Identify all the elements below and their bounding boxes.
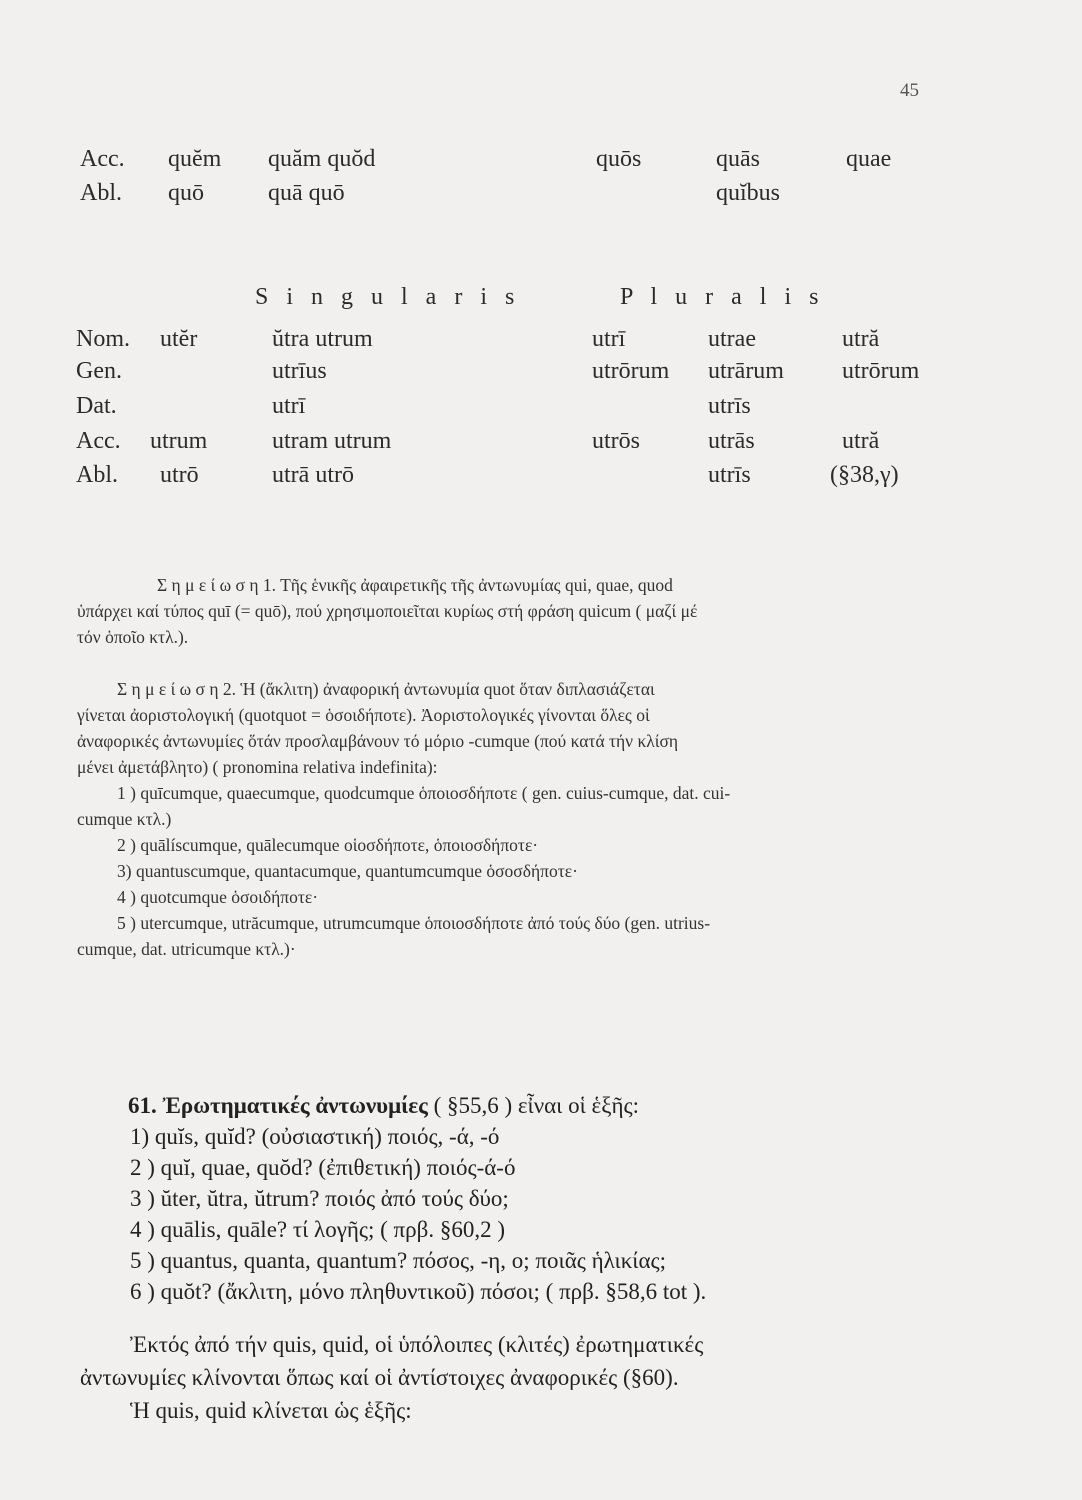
section-heading: 61. Ἐρωτηματικές ἀντωνυμίες	[128, 1093, 428, 1118]
singular-fem-neut: utrīus	[272, 358, 327, 384]
singular-masculine: utrō	[160, 462, 199, 488]
plural-feminine: utrīs	[708, 393, 751, 419]
section-heading-rest: ( §55,6 ) εἶναι οἱ ἑξῆς:	[427, 1093, 639, 1118]
singular-fem-neut: quā quō	[268, 180, 345, 206]
note-line: τόν ὁποῖο κτλ.).	[77, 627, 189, 647]
plural-neuter: utră	[842, 326, 880, 352]
declension-row	[0, 358, 1082, 388]
note-item: 5 ) utercumque, utrăcumque, utrumcumque ὁποιοσδήποτε ἀπό τούς δύο (gen. utrius-	[117, 913, 711, 933]
plural-feminine: utrae	[708, 326, 756, 352]
singular-fem-neut: utram utrum	[272, 428, 392, 454]
list-item: 1) quĭs, quĭd? (οὐσιαστική) ποιός, -ά, -ό	[130, 1124, 500, 1149]
plural-masculine: utrōs	[592, 428, 640, 454]
plural-feminine: utrārum	[708, 358, 784, 384]
note-line: . Τῆς ἑνικῆς ἀφαιρετικῆς τῆς ἀντωνυμίας qui, quae, quod	[271, 575, 673, 595]
declension-row	[0, 462, 1082, 492]
number-headers	[0, 284, 1082, 314]
page-number: 45	[900, 80, 919, 101]
note-1	[77, 572, 937, 650]
singularis-header: S i n g u l a r i s	[255, 284, 521, 310]
plural-feminine: quĭbus	[716, 180, 781, 206]
singular-masculine: quĕm	[168, 146, 222, 172]
singular-fem-neut: utrī	[272, 393, 306, 419]
list-item: 2 ) quĭ, quae, quŏd? (ἐπιθετική) ποιός-ά-ό	[130, 1155, 516, 1180]
closing-paragraph	[80, 1328, 940, 1427]
note-line: . Ἡ (ἄκλιτη) ἀναφορική ἀντωνυμία quot ὅταν διπλασιάζεται	[231, 679, 655, 699]
note-2	[77, 676, 937, 962]
plural-feminine: utrās	[708, 428, 755, 454]
case-label: Abl.	[76, 462, 118, 488]
case-label: Abl.	[80, 180, 122, 206]
paragraph-line: Ἐκτός ἀπό τήν quis, quid, οἱ ὑπόλοιπες (κλιτές) ἐρωτηματικές	[130, 1332, 704, 1357]
plural-feminine: quās	[716, 146, 760, 172]
note-item: 2 ) quālíscumque, quālecumque οἱοσδήποτε, ὁποιοσδήποτε·	[117, 835, 539, 855]
singular-masculine: utrum	[150, 428, 208, 454]
note-line: ἀναφορικές ἀντωνυμίες ὅτάν προσλαμβάνουν τό μόριο -cumque (πού κατά τήν κλίση	[77, 731, 679, 751]
note-item: 3) quantuscumque, quantacumque, quantumcumque ὁσοσδήποτε·	[117, 861, 578, 881]
paragraph-line: Ἡ quis, quid κλίνεται ὡς ἑξῆς:	[130, 1398, 412, 1423]
pluralis-header: P l u r a l i s	[620, 284, 825, 310]
plural-masculine: utrī	[592, 326, 626, 352]
plural-masculine: utrōrum	[592, 358, 670, 384]
singular-masculine: quō	[168, 180, 204, 206]
singular-fem-neut: ŭtra utrum	[272, 326, 373, 352]
note-item: 1 ) quīcumque, quaecumque, quodcumque ὁποιοσδήποτε ( gen. cuius-cumque, dat. cui-	[117, 783, 731, 803]
declension-row	[0, 146, 1082, 176]
plural-neuter: utră	[842, 428, 880, 454]
declension-row	[0, 393, 1082, 423]
plural-neuter: utrōrum	[842, 358, 920, 384]
singular-fem-neut: utrā utrō	[272, 462, 354, 488]
declension-row	[0, 428, 1082, 458]
note-line: ὑπάρχει καί τύπος quī (= quō), πού χρησιμοποιεῖται κυρίως στή φράση quicum ( μαζί μέ	[77, 601, 698, 621]
plural-masculine: quōs	[596, 146, 642, 172]
singular-fem-neut: quăm quŏd	[268, 146, 376, 172]
list-item: 3 ) ŭter, ŭtra, ŭtrum? ποιός ἀπό τούς δύο;	[130, 1186, 509, 1211]
section-61	[130, 1090, 950, 1307]
plural-neuter: (§38,γ)	[830, 462, 899, 488]
note-label: Σ η μ ε ί ω σ η 2	[117, 679, 232, 699]
note-line: γίνεται ἀοριστολογική (quotquot = ὁσοιδήποτε). Ἀοριστολογικές γίνονται ὅλες οἱ	[77, 705, 650, 725]
declension-row	[0, 180, 1082, 210]
case-label: Gen.	[76, 358, 122, 384]
note-label: Σ η μ ε ί ω σ η 1	[157, 575, 272, 595]
paragraph-line: ἀντωνυμίες κλίνονται ὅπως καί οἱ ἀντίστοιχες ἀναφορικές (§60).	[80, 1365, 679, 1390]
plural-feminine: utrīs	[708, 462, 751, 488]
declension-row	[0, 326, 1082, 356]
singular-masculine: utĕr	[160, 326, 198, 352]
list-item: 4 ) quālis, quāle? τί λογῆς; ( πρβ. §60,2 )	[130, 1217, 505, 1242]
case-label: Nom.	[76, 326, 130, 352]
case-label: Acc.	[76, 428, 121, 454]
note-item: cumque, dat. utricumque κτλ.)·	[77, 939, 296, 959]
note-item: cumque κτλ.)	[77, 809, 172, 829]
case-label: Dat.	[76, 393, 117, 419]
list-item: 6 ) quŏt? (ἄκλιτη, μόνο πληθυντικοῦ) πόσοι; ( πρβ. §58,6 tot ).	[130, 1279, 707, 1304]
note-line: μένει ἀμετάβλητο) ( pronomina relativa indefinita):	[77, 757, 438, 777]
list-item: 5 ) quantus, quanta, quantum? πόσος, -η, ο; ποιᾶς ἡλικίας;	[130, 1248, 667, 1273]
plural-neuter: quae	[846, 146, 892, 172]
case-label: Acc.	[80, 146, 125, 172]
note-item: 4 ) quotcumque ὁσοιδήποτε·	[117, 887, 319, 907]
